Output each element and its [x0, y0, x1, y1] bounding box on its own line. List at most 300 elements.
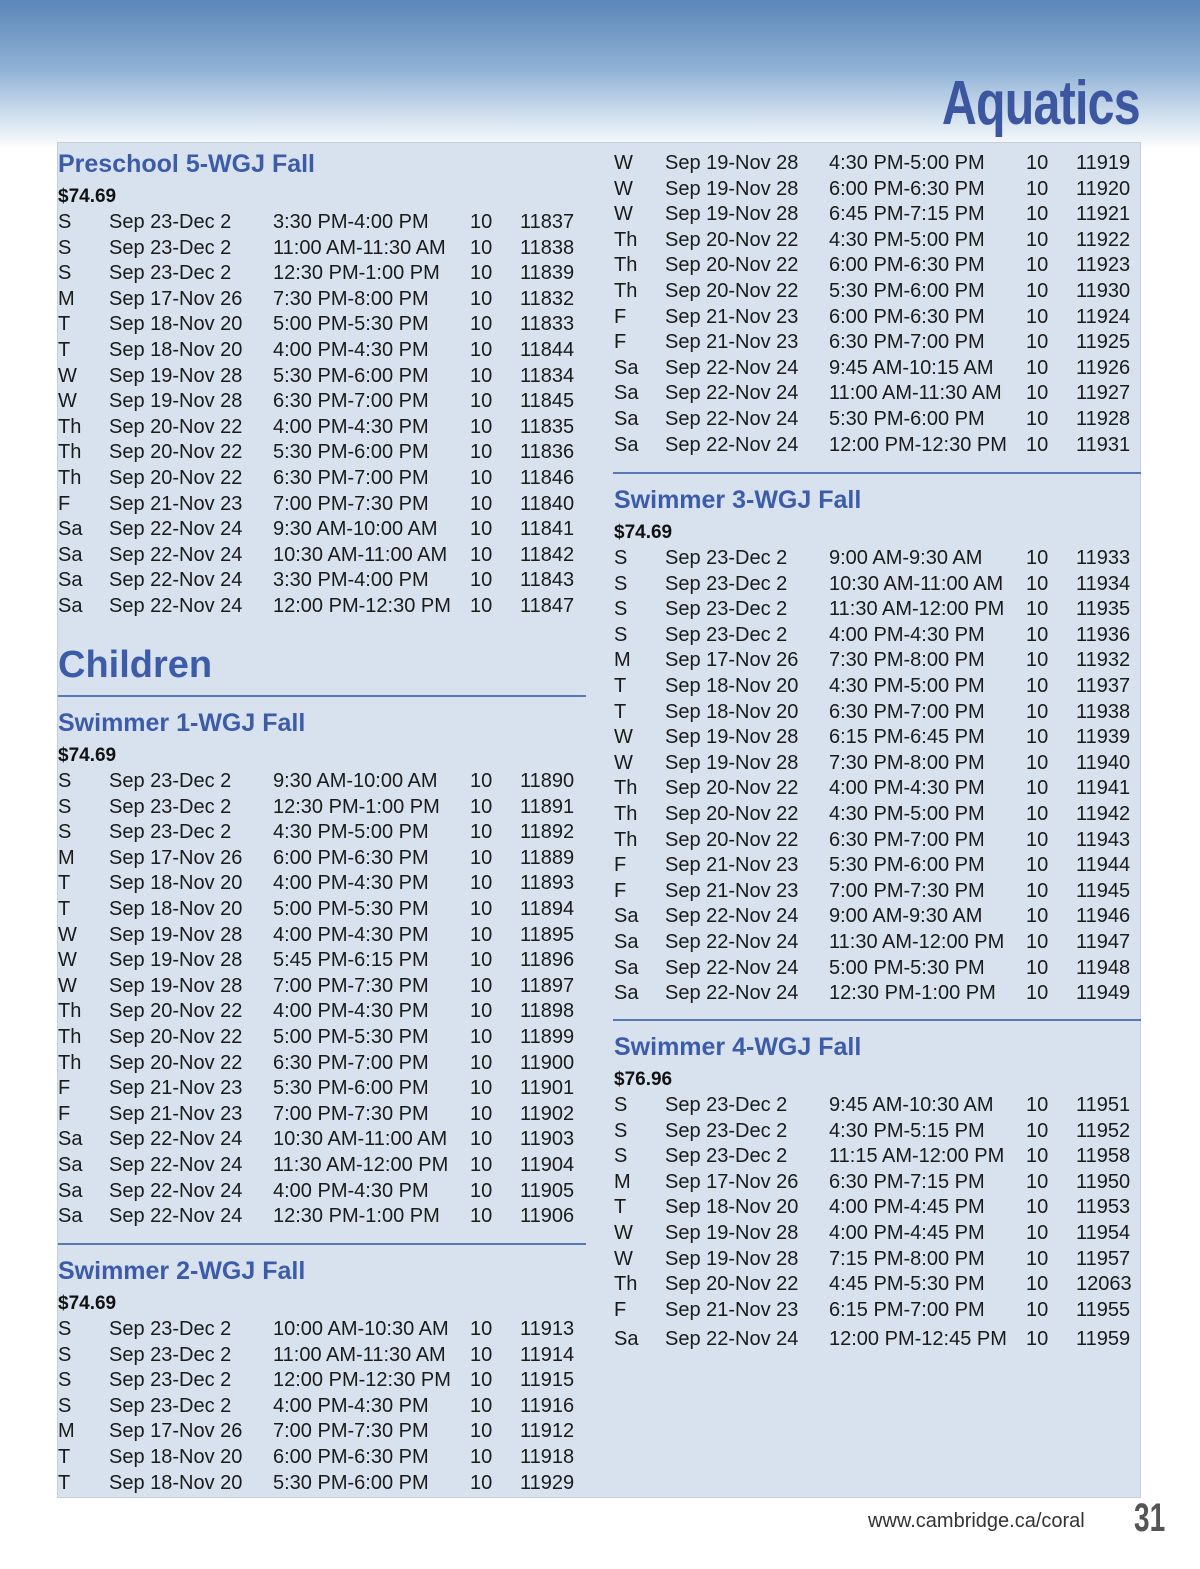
date-range-cell: Sep 19-Nov 28	[109, 949, 243, 972]
time-cell: 4:00 PM-4:30 PM	[273, 415, 429, 438]
session-count-cell: 10	[470, 339, 493, 361]
day-cell: M	[58, 287, 75, 310]
time-cell: 6:30 PM-7:15 PM	[829, 1170, 985, 1193]
day-cell: M	[614, 1170, 631, 1193]
session-count-cell: 10	[1026, 1298, 1049, 1321]
session-count-cell: 10	[470, 1343, 493, 1366]
course-code-cell: 11949	[1076, 982, 1131, 1005]
schedule-row	[57, 1419, 587, 1445]
day-cell: Sa	[614, 956, 639, 979]
session-count-cell: 10	[1026, 228, 1049, 251]
schedule-row	[57, 820, 587, 846]
time-cell: 5:00 PM-5:30 PM	[273, 898, 429, 920]
schedule-row	[57, 236, 587, 262]
schedule-row	[613, 1221, 1141, 1247]
schedule-row	[613, 228, 1141, 254]
date-range-cell: Sep 19-Nov 28	[109, 364, 243, 387]
date-range-cell: Sep 22-Nov 24	[109, 569, 243, 592]
session-count-cell: 10	[470, 923, 493, 946]
date-range-cell: Sep 23-Dec 2	[109, 1369, 232, 1392]
time-cell: 12:30 PM-1:00 PM	[273, 795, 440, 818]
course-code-cell: 11926	[1076, 356, 1131, 379]
day-cell: T	[58, 313, 71, 336]
schedule-row	[613, 1119, 1141, 1145]
day-cell: F	[614, 331, 627, 354]
day-cell: Sa	[58, 518, 83, 541]
schedule-row	[57, 1153, 587, 1179]
session-count-cell: 10	[1026, 280, 1049, 302]
date-range-cell: Sep 23-Dec 2	[109, 1318, 232, 1340]
session-count-cell: 10	[470, 467, 493, 489]
session-count-cell: 10	[470, 1471, 493, 1494]
date-range-cell: Sep 18-Nov 20	[109, 1471, 243, 1494]
session-count-cell: 10	[470, 1179, 493, 1202]
day-cell: F	[58, 1077, 71, 1100]
session-count-cell: 10	[1026, 254, 1049, 277]
time-cell: 12:30 PM-1:00 PM	[829, 982, 996, 1005]
course-code-cell: 11944	[1076, 854, 1131, 877]
date-range-cell: Sep 21-Nov 23	[665, 854, 799, 877]
course-code-cell: 11938	[1076, 700, 1131, 723]
day-cell: W	[614, 203, 633, 226]
time-cell: 5:00 PM-5:30 PM	[829, 956, 985, 979]
date-range-cell: Sep 22-Nov 24	[109, 543, 243, 566]
date-range-cell: Sep 22-Nov 24	[109, 1205, 243, 1228]
session-count-cell: 10	[470, 390, 493, 413]
schedule-row	[57, 594, 587, 620]
session-count-cell: 10	[1026, 726, 1049, 749]
time-cell: 4:00 PM-4:30 PM	[273, 339, 429, 361]
course-code-cell: 11930	[1076, 280, 1131, 302]
date-range-cell: Sep 23-Dec 2	[109, 821, 232, 844]
session-count-cell: 10	[1026, 700, 1049, 723]
schedule-row	[57, 1025, 587, 1051]
day-cell: Sa	[58, 595, 83, 617]
session-count-cell: 10	[470, 872, 493, 895]
schedule-row	[613, 1093, 1141, 1119]
time-cell: 7:00 PM-7:30 PM	[273, 492, 429, 515]
date-range-cell: Sep 22-Nov 24	[665, 982, 799, 1005]
day-cell: W	[58, 974, 77, 997]
day-cell: W	[614, 177, 633, 200]
schedule-row	[613, 879, 1141, 905]
day-cell: W	[614, 152, 633, 174]
course-code-cell: 11900	[520, 1051, 575, 1074]
session-count-cell: 10	[1026, 1222, 1049, 1244]
course-code-cell: 11902	[520, 1102, 575, 1125]
time-cell: 9:45 AM-10:15 AM	[829, 356, 994, 379]
course-code-cell: 11903	[520, 1128, 575, 1151]
time-cell: 4:00 PM-4:30 PM	[273, 872, 429, 895]
schedule-row	[613, 623, 1141, 649]
time-cell: 11:00 AM-11:30 AM	[273, 236, 446, 259]
course-code-cell: 11837	[520, 211, 575, 233]
session-count-cell: 10	[1026, 408, 1049, 430]
time-cell: 6:00 PM-6:30 PM	[829, 305, 985, 328]
day-cell: Sa	[58, 569, 83, 592]
schedule-row	[57, 1394, 587, 1420]
date-range-cell: Sep 19-Nov 28	[665, 726, 799, 749]
schedule-row	[613, 1298, 1141, 1324]
schedule-row	[57, 440, 587, 466]
date-range-cell: Sep 22-Nov 24	[665, 408, 799, 430]
course-code-cell: 11920	[1076, 177, 1131, 200]
time-cell: 10:00 AM-10:30 AM	[273, 1318, 449, 1340]
day-cell: T	[58, 872, 71, 895]
course-code-cell: 11922	[1076, 228, 1131, 251]
time-cell: 4:00 PM-4:30 PM	[829, 623, 985, 646]
time-cell: 4:00 PM-4:30 PM	[273, 1394, 429, 1417]
date-range-cell: Sep 22-Nov 24	[665, 956, 799, 979]
day-cell: Th	[58, 1051, 82, 1074]
time-cell: 10:30 AM-11:00 AM	[273, 543, 448, 566]
schedule-row	[613, 700, 1141, 726]
day-cell: F	[614, 305, 627, 328]
time-cell: 6:30 PM-7:00 PM	[829, 700, 985, 723]
time-cell: 11:00 AM-11:30 AM	[829, 382, 1002, 405]
session-count-cell: 10	[1026, 879, 1049, 902]
session-count-cell: 10	[470, 770, 493, 792]
session-count-cell: 10	[1026, 598, 1049, 621]
time-cell: 9:45 AM-10:30 AM	[829, 1094, 994, 1116]
course-code-cell: 11923	[1076, 254, 1131, 277]
session-count-cell: 10	[1026, 382, 1049, 405]
day-cell: S	[614, 1145, 628, 1168]
course-code-cell: 11842	[520, 543, 575, 566]
session-count-cell: 10	[470, 415, 493, 438]
time-cell: 9:00 AM-9:30 AM	[829, 547, 983, 569]
day-cell: M	[58, 1420, 75, 1443]
session-count-cell: 10	[1026, 1119, 1049, 1142]
time-cell: 6:00 PM-6:30 PM	[829, 254, 985, 277]
date-range-cell: Sep 23-Dec 2	[109, 1343, 232, 1366]
date-range-cell: Sep 20-Nov 22	[665, 777, 799, 800]
session-count-cell: 10	[470, 492, 493, 515]
course-code-cell: 11942	[1076, 803, 1131, 825]
date-range-cell: Sep 18-Nov 20	[109, 339, 243, 361]
course-code-cell: 11941	[1076, 777, 1131, 800]
time-cell: 6:30 PM-7:00 PM	[829, 331, 985, 354]
session-count-cell: 10	[1026, 1170, 1049, 1193]
course-code-cell: 11915	[520, 1369, 575, 1392]
course-code-cell: 11940	[1076, 751, 1131, 774]
time-cell: 4:00 PM-4:30 PM	[273, 1179, 429, 1202]
session-count-cell: 10	[470, 898, 493, 920]
session-count-cell: 10	[1026, 1273, 1049, 1296]
session-count-cell: 10	[1026, 803, 1049, 825]
course-code-cell: 11916	[520, 1394, 575, 1417]
day-cell: Sa	[58, 1128, 83, 1151]
day-cell: S	[58, 821, 72, 844]
page-number: 31	[1134, 1496, 1166, 1540]
schedule-row	[613, 253, 1141, 279]
schedule-row	[613, 776, 1141, 802]
price-preschool5: $74.69	[58, 186, 117, 207]
time-cell: 4:00 PM-4:30 PM	[273, 1000, 429, 1023]
date-range-cell: Sep 20-Nov 22	[109, 1051, 243, 1074]
course-code-cell: 11948	[1076, 956, 1131, 979]
section-title-swimmer1: Swimmer 1-WGJ Fall	[58, 709, 306, 737]
date-range-cell: Sep 19-Nov 28	[665, 203, 799, 226]
time-cell: 7:00 PM-7:30 PM	[829, 879, 985, 902]
session-count-cell: 10	[1026, 356, 1049, 379]
session-count-cell: 10	[470, 846, 493, 869]
course-code-cell: 11835	[520, 415, 575, 438]
time-cell: 6:30 PM-7:00 PM	[273, 1051, 429, 1074]
schedule-row	[57, 261, 587, 287]
session-count-cell: 10	[1026, 547, 1049, 569]
time-cell: 12:00 PM-12:45 PM	[829, 1328, 1007, 1351]
session-count-cell: 10	[1026, 777, 1049, 800]
date-range-cell: Sep 19-Nov 28	[109, 390, 243, 413]
day-cell: Th	[58, 1000, 82, 1023]
date-range-cell: Sep 23-Dec 2	[109, 236, 232, 259]
schedule-row	[613, 381, 1141, 407]
course-code-cell: 11958	[1076, 1145, 1131, 1168]
date-range-cell: Sep 19-Nov 28	[665, 152, 799, 174]
time-cell: 7:00 PM-7:30 PM	[273, 1420, 429, 1443]
schedule-row	[613, 597, 1141, 623]
course-code-cell: 11899	[520, 1026, 575, 1048]
session-count-cell: 10	[470, 569, 493, 592]
section-title-preschool5: Preschool 5-WGJ Fall	[58, 150, 316, 178]
date-range-cell: Sep 21-Nov 23	[665, 305, 799, 328]
day-cell: S	[58, 795, 72, 818]
schedule-row	[57, 1076, 587, 1102]
date-range-cell: Sep 17-Nov 26	[109, 846, 243, 869]
date-range-cell: Sep 20-Nov 22	[665, 228, 799, 251]
date-range-cell: Sep 23-Dec 2	[109, 795, 232, 818]
schedule-row	[57, 338, 587, 364]
course-code-cell: 11952	[1076, 1119, 1131, 1142]
session-count-cell: 10	[1026, 1247, 1049, 1270]
course-code-cell: 11946	[1076, 905, 1131, 928]
day-cell: M	[58, 846, 75, 869]
time-cell: 6:30 PM-7:00 PM	[273, 390, 429, 413]
schedule-row	[57, 897, 587, 923]
session-count-cell: 10	[1026, 1196, 1049, 1219]
date-range-cell: Sep 19-Nov 28	[665, 751, 799, 774]
course-code-cell: 11898	[520, 1000, 575, 1023]
time-cell: 6:15 PM-7:00 PM	[829, 1298, 985, 1321]
divider-swimmer3	[613, 472, 1141, 474]
schedule-row	[613, 546, 1141, 572]
time-cell: 9:30 AM-10:00 AM	[273, 518, 438, 541]
footer-website-link[interactable]: www.cambridge.ca/coral	[868, 1510, 1085, 1532]
time-cell: 11:30 AM-12:00 PM	[273, 1154, 449, 1176]
session-count-cell: 10	[1026, 1328, 1049, 1351]
schedule-row	[613, 648, 1141, 674]
day-cell: T	[614, 675, 627, 697]
date-range-cell: Sep 22-Nov 24	[665, 433, 799, 456]
day-cell: Sa	[614, 982, 639, 1005]
schedule-row	[613, 1327, 1141, 1353]
day-cell: Th	[614, 280, 638, 302]
time-cell: 4:45 PM-5:30 PM	[829, 1273, 985, 1296]
day-cell: Sa	[58, 1205, 83, 1228]
day-cell: W	[614, 726, 633, 749]
course-code-cell: 11928	[1076, 408, 1131, 430]
date-range-cell: Sep 22-Nov 24	[665, 356, 799, 379]
schedule-row	[57, 543, 587, 569]
session-count-cell: 10	[1026, 828, 1049, 851]
time-cell: 6:00 PM-6:30 PM	[273, 846, 429, 869]
date-range-cell: Sep 22-Nov 24	[109, 1128, 243, 1151]
course-code-cell: 11935	[1076, 598, 1131, 621]
session-count-cell: 10	[470, 1051, 493, 1074]
session-count-cell: 10	[1026, 675, 1049, 697]
schedule-row	[57, 287, 587, 313]
date-range-cell: Sep 19-Nov 28	[109, 923, 243, 946]
date-range-cell: Sep 21-Nov 23	[109, 1102, 243, 1125]
time-cell: 4:00 PM-4:45 PM	[829, 1196, 985, 1219]
session-count-cell: 10	[470, 1205, 493, 1228]
day-cell: W	[58, 364, 77, 387]
schedule-row	[57, 795, 587, 821]
schedule-row	[57, 871, 587, 897]
time-cell: 11:30 AM-12:00 PM	[829, 598, 1005, 621]
time-cell: 7:15 PM-8:00 PM	[829, 1247, 985, 1270]
date-range-cell: Sep 19-Nov 28	[109, 974, 243, 997]
schedule-row	[57, 846, 587, 872]
day-cell: S	[58, 1343, 72, 1366]
course-code-cell: 11934	[1076, 572, 1131, 595]
date-range-cell: Sep 20-Nov 22	[665, 828, 799, 851]
session-count-cell: 10	[1026, 649, 1049, 672]
date-range-cell: Sep 22-Nov 24	[665, 905, 799, 928]
divider-swimmer4	[613, 1019, 1141, 1021]
day-cell: F	[614, 879, 627, 902]
session-count-cell: 10	[1026, 982, 1049, 1005]
schedule-row	[613, 930, 1141, 956]
schedule-row	[57, 923, 587, 949]
course-code-cell: 11836	[520, 441, 575, 464]
course-code-cell: 11914	[520, 1343, 575, 1366]
session-count-cell: 10	[470, 1318, 493, 1340]
session-count-cell: 10	[1026, 1145, 1049, 1168]
price-swimmer1: $74.69	[58, 745, 117, 766]
schedule-row	[57, 492, 587, 518]
course-code-cell: 11847	[520, 595, 575, 617]
day-cell: T	[58, 1446, 71, 1468]
schedule-row	[57, 517, 587, 543]
day-cell: W	[614, 1222, 633, 1244]
date-range-cell: Sep 23-Dec 2	[665, 547, 788, 569]
course-code-cell: 11843	[520, 569, 575, 592]
schedule-row	[613, 433, 1141, 459]
date-range-cell: Sep 20-Nov 22	[665, 803, 799, 825]
day-cell: Th	[614, 803, 638, 825]
date-range-cell: Sep 23-Dec 2	[665, 572, 788, 595]
date-range-cell: Sep 17-Nov 26	[665, 1170, 799, 1193]
date-range-cell: Sep 20-Nov 22	[109, 1000, 243, 1023]
session-count-cell: 10	[470, 236, 493, 259]
schedule-row	[57, 415, 587, 441]
schedule-row	[57, 974, 587, 1000]
schedule-row	[613, 828, 1141, 854]
day-cell: W	[58, 949, 77, 972]
day-cell: F	[614, 1298, 627, 1321]
course-code-cell: 11889	[520, 846, 575, 869]
day-cell: W	[58, 923, 77, 946]
session-count-cell: 10	[470, 1128, 493, 1151]
day-cell: W	[614, 751, 633, 774]
course-code-cell: 11906	[520, 1205, 575, 1228]
schedule-row	[613, 1170, 1141, 1196]
session-count-cell: 10	[1026, 905, 1049, 928]
date-range-cell: Sep 19-Nov 28	[665, 177, 799, 200]
date-range-cell: Sep 21-Nov 23	[109, 1077, 243, 1100]
date-range-cell: Sep 23-Dec 2	[665, 1145, 788, 1168]
session-count-cell: 10	[470, 518, 493, 541]
course-code-cell: 11896	[520, 949, 575, 972]
session-count-cell: 10	[470, 211, 493, 233]
day-cell: Th	[614, 777, 638, 800]
session-count-cell: 10	[470, 1394, 493, 1417]
date-range-cell: Sep 20-Nov 22	[665, 254, 799, 277]
schedule-row	[57, 1051, 587, 1077]
schedule-row	[57, 210, 587, 236]
session-count-cell: 10	[470, 795, 493, 818]
course-code-cell: 11953	[1076, 1196, 1131, 1219]
session-count-cell: 10	[1026, 854, 1049, 877]
schedule-row	[613, 1195, 1141, 1221]
time-cell: 7:00 PM-7:30 PM	[273, 974, 429, 997]
day-cell: F	[58, 492, 71, 515]
date-range-cell: Sep 23-Dec 2	[665, 1119, 788, 1142]
date-range-cell: Sep 23-Dec 2	[109, 211, 232, 233]
time-cell: 5:30 PM-6:00 PM	[273, 441, 429, 464]
day-cell: Sa	[614, 1328, 639, 1351]
date-range-cell: Sep 18-Nov 20	[109, 898, 243, 920]
time-cell: 6:00 PM-6:30 PM	[829, 177, 985, 200]
price-swimmer3: $74.69	[614, 522, 673, 543]
page-heading: Aquatics	[942, 69, 1140, 138]
session-count-cell: 10	[1026, 305, 1049, 328]
time-cell: 4:30 PM-5:00 PM	[273, 821, 429, 844]
date-range-cell: Sep 22-Nov 24	[109, 1179, 243, 1202]
day-cell: S	[614, 598, 628, 621]
divider-children	[58, 695, 586, 697]
day-cell: T	[58, 1471, 71, 1494]
course-code-cell: 11954	[1076, 1222, 1131, 1244]
day-cell: Th	[58, 467, 82, 489]
schedule-row	[613, 407, 1141, 433]
day-cell: Th	[614, 1273, 638, 1296]
time-cell: 10:30 AM-11:00 AM	[829, 572, 1004, 595]
time-cell: 6:45 PM-7:15 PM	[829, 203, 985, 226]
course-code-cell: 11947	[1076, 931, 1131, 953]
session-count-cell: 10	[1026, 152, 1049, 174]
date-range-cell: Sep 21-Nov 23	[665, 1298, 799, 1321]
course-code-cell: 11951	[1076, 1094, 1131, 1116]
course-code-cell: 11895	[520, 923, 575, 946]
date-range-cell: Sep 23-Dec 2	[109, 262, 232, 285]
day-cell: M	[614, 649, 631, 672]
day-cell: Th	[614, 228, 638, 251]
date-range-cell: Sep 21-Nov 23	[109, 492, 243, 515]
time-cell: 3:30 PM-4:00 PM	[273, 211, 429, 233]
time-cell: 11:15 AM-12:00 PM	[829, 1145, 1005, 1168]
session-count-cell: 10	[470, 1077, 493, 1100]
session-count-cell: 10	[470, 441, 493, 464]
date-range-cell: Sep 20-Nov 22	[109, 441, 243, 464]
schedule-row	[57, 389, 587, 415]
divider-swimmer2	[58, 1243, 586, 1245]
session-count-cell: 10	[470, 821, 493, 844]
session-count-cell: 10	[1026, 203, 1049, 226]
time-cell: 6:15 PM-6:45 PM	[829, 726, 985, 749]
